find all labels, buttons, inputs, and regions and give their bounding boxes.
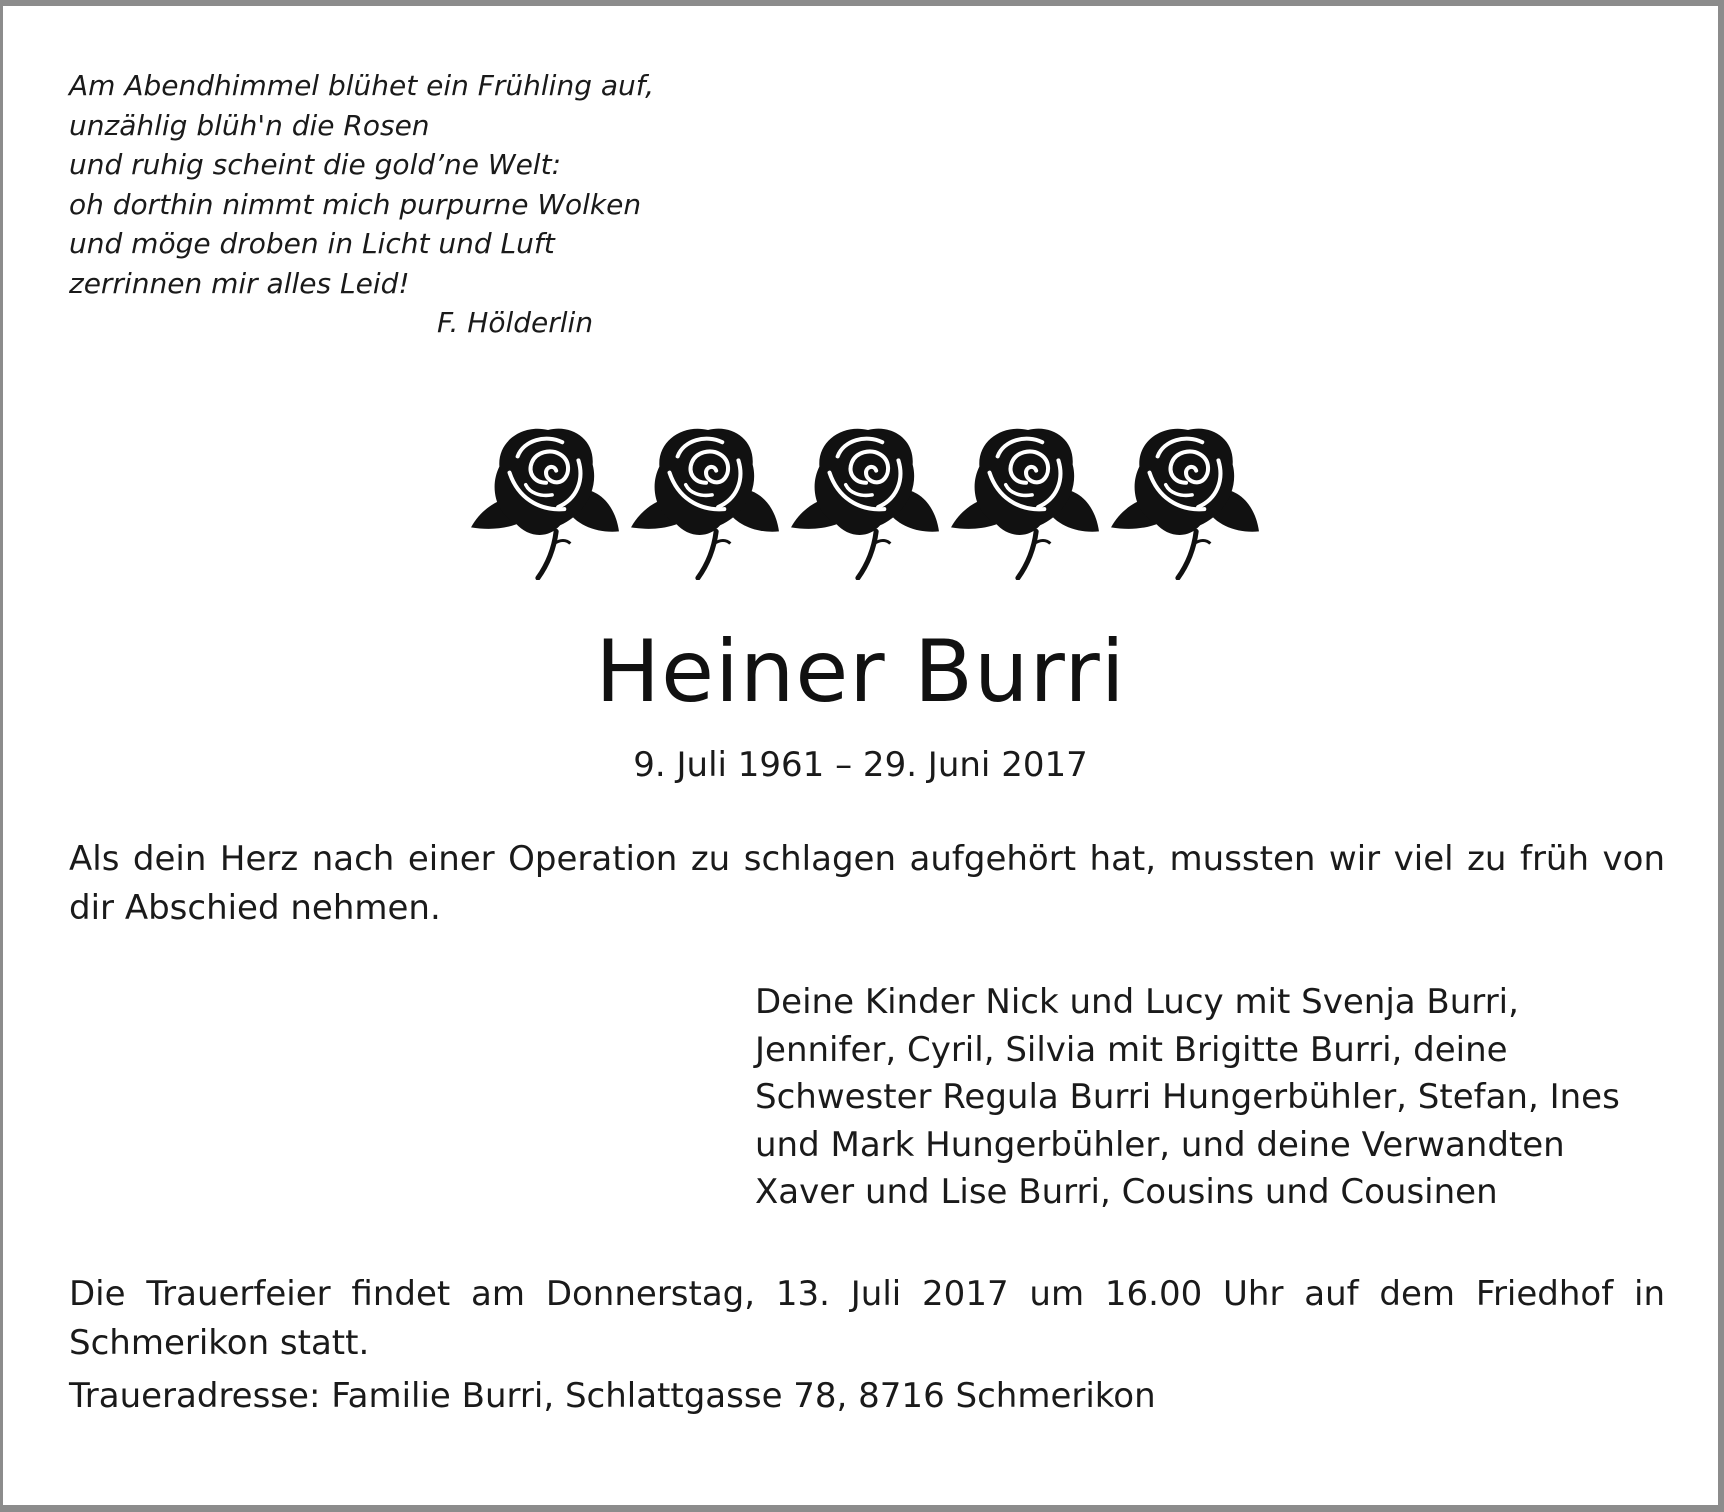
- rose-icon: [789, 424, 941, 580]
- deceased-name: Heiner Burri: [595, 622, 1126, 722]
- rose-icon: [1109, 424, 1261, 580]
- rose-icon: [949, 424, 1101, 580]
- mourners-line: Jennifer, Cyril, Silvia mit Brigitte Burri, deine: [755, 1029, 1508, 1070]
- mourners-line: Schwester Regula Burri Hungerbühler, Stefan, Ines: [755, 1077, 1620, 1117]
- poem-line: Am Abendhimmel blühet ein Frühling auf,: [69, 69, 655, 102]
- poem-line: und möge droben in Licht und Luft: [69, 227, 555, 260]
- mourners-list: [755, 979, 1620, 1217]
- life-dates: 9. Juli 1961 – 29. Juni 2017: [633, 745, 1088, 785]
- mourners-line: Deine Kinder Nick und Lucy mit Svenja Burri,: [755, 982, 1519, 1022]
- poem-author: F. Hölderlin: [437, 306, 594, 339]
- mourners-line: Xaver und Lise Burri, Cousins und Cousinen: [755, 1172, 1498, 1212]
- ceremony-info: Die Trauerfeier findet am Donnerstag, 13. Juli 2017 um 16.00 Uhr auf dem Friedhof in Schmerikon statt.: [69, 1274, 1665, 1363]
- poem: [69, 66, 654, 343]
- poem-line: unzählig blüh'n die Rosen: [69, 108, 430, 142]
- farewell-message: Als dein Herz nach einer Operation zu schlagen aufgehört hat, mussten wir viel zu früh von dir Abschied nehmen.: [69, 839, 1665, 928]
- poem-line: oh dorthin nimmt mich purpurne Wolken: [69, 187, 642, 221]
- rose-icon: [629, 424, 781, 580]
- rose-icon: [469, 424, 621, 580]
- poem-line: und ruhig scheint die gold’ne Welt:: [69, 148, 561, 181]
- roses-decoration: [469, 424, 1261, 580]
- poem-line: zerrinnen mir alles Leid!: [69, 266, 410, 300]
- mourning-address: Traueradresse: Familie Burri, Schlattgasse 78, 8716 Schmerikon: [69, 1376, 1156, 1416]
- mourners-line: und Mark Hungerbühler, und deine Verwandten: [755, 1124, 1565, 1165]
